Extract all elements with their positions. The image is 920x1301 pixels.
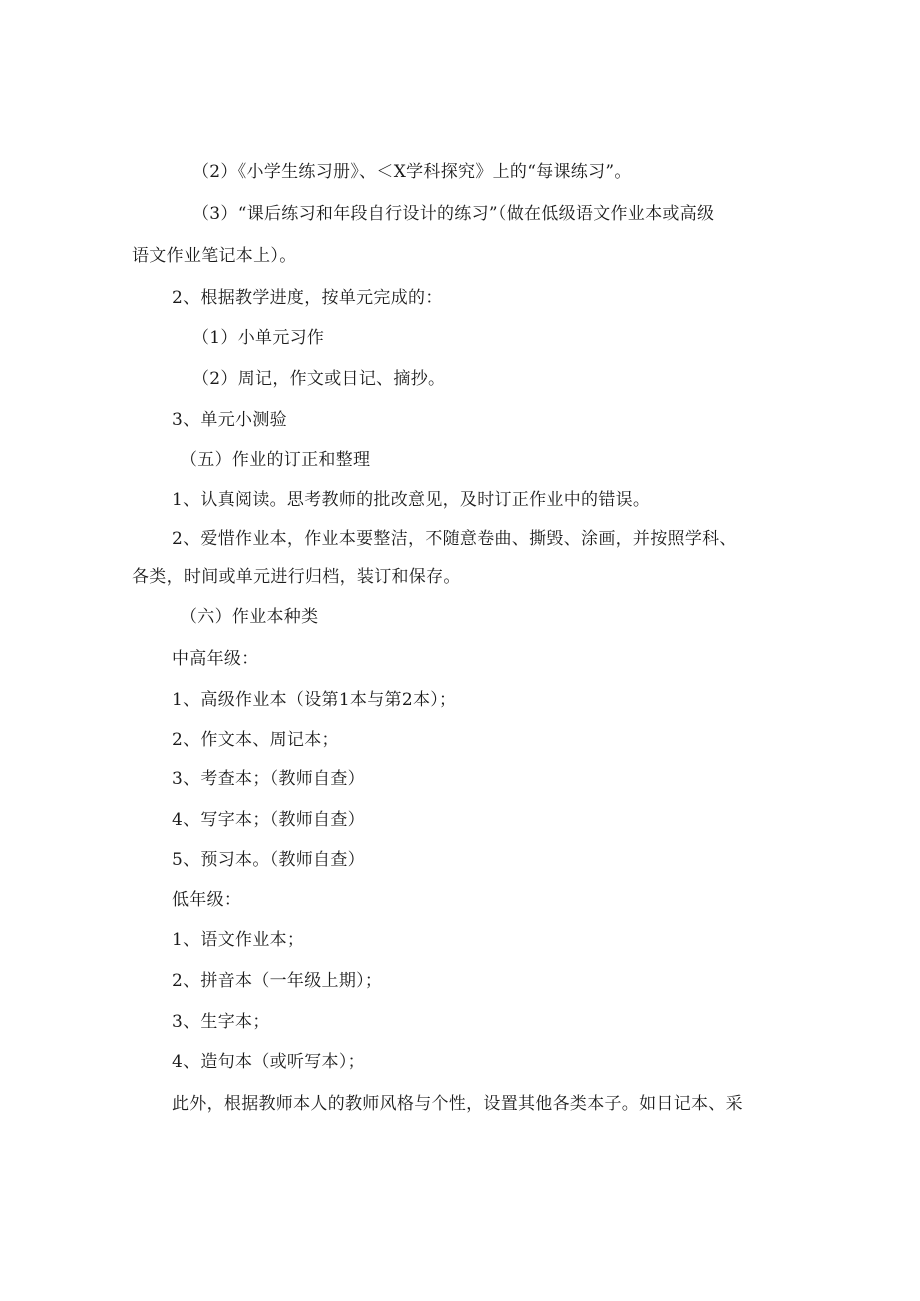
text-line: （2）《小学生练习册》、＜X学科探究》上的“每课练习”。 <box>192 162 632 182</box>
text-line: 中高年级： <box>172 649 259 669</box>
text-line: 3、生字本； <box>172 1012 270 1032</box>
text-line: 此外，根据教师本人的教师风格与个性，设置其他各类本子。如日记本、采 <box>172 1094 743 1114</box>
text-line: 4、写字本；（教师自查） <box>172 810 365 830</box>
text-line: 2、拼音本（一年级上期）； <box>172 971 383 991</box>
text-line: 3、考查本；（教师自查） <box>172 769 365 789</box>
text-line: 低年级： <box>172 890 242 910</box>
text-line: 1、语文作业本； <box>172 930 305 950</box>
text-line: 2、作文本、周记本； <box>172 730 339 750</box>
text-line: 5、预习本。（教师自查） <box>172 850 365 870</box>
text-line: 3、单元小测验 <box>172 410 287 430</box>
text-line: 语文作业笔记本上）。 <box>132 246 297 266</box>
text-line: 2、根据教学进度，按单元完成的： <box>172 288 443 308</box>
section-heading: （五）作业的订正和整理 <box>180 450 371 470</box>
text-line: 1、认真阅读。思考教师的批改意见，及时订正作业中的错误。 <box>172 490 651 510</box>
text-line: （1）小单元习作 <box>192 328 325 348</box>
text-line: 各类，时间或单元进行归档，装订和保存。 <box>132 567 461 587</box>
text-line: （3）“课后练习和年段自行设计的练习”（做在低级语文作业本或高级 <box>192 204 715 224</box>
text-line: （2）周记，作文或日记、摘抄。 <box>192 369 446 389</box>
section-heading: （六）作业本种类 <box>180 607 319 627</box>
text-line: 4、造句本（或听写本）； <box>172 1052 365 1072</box>
text-line: 1、高级作业本（设第1本与第2本）； <box>172 690 457 710</box>
text-line: 2、爱惜作业本，作业本要整洁，不随意卷曲、撕毁、涂画，并按照学科、 <box>172 529 737 549</box>
